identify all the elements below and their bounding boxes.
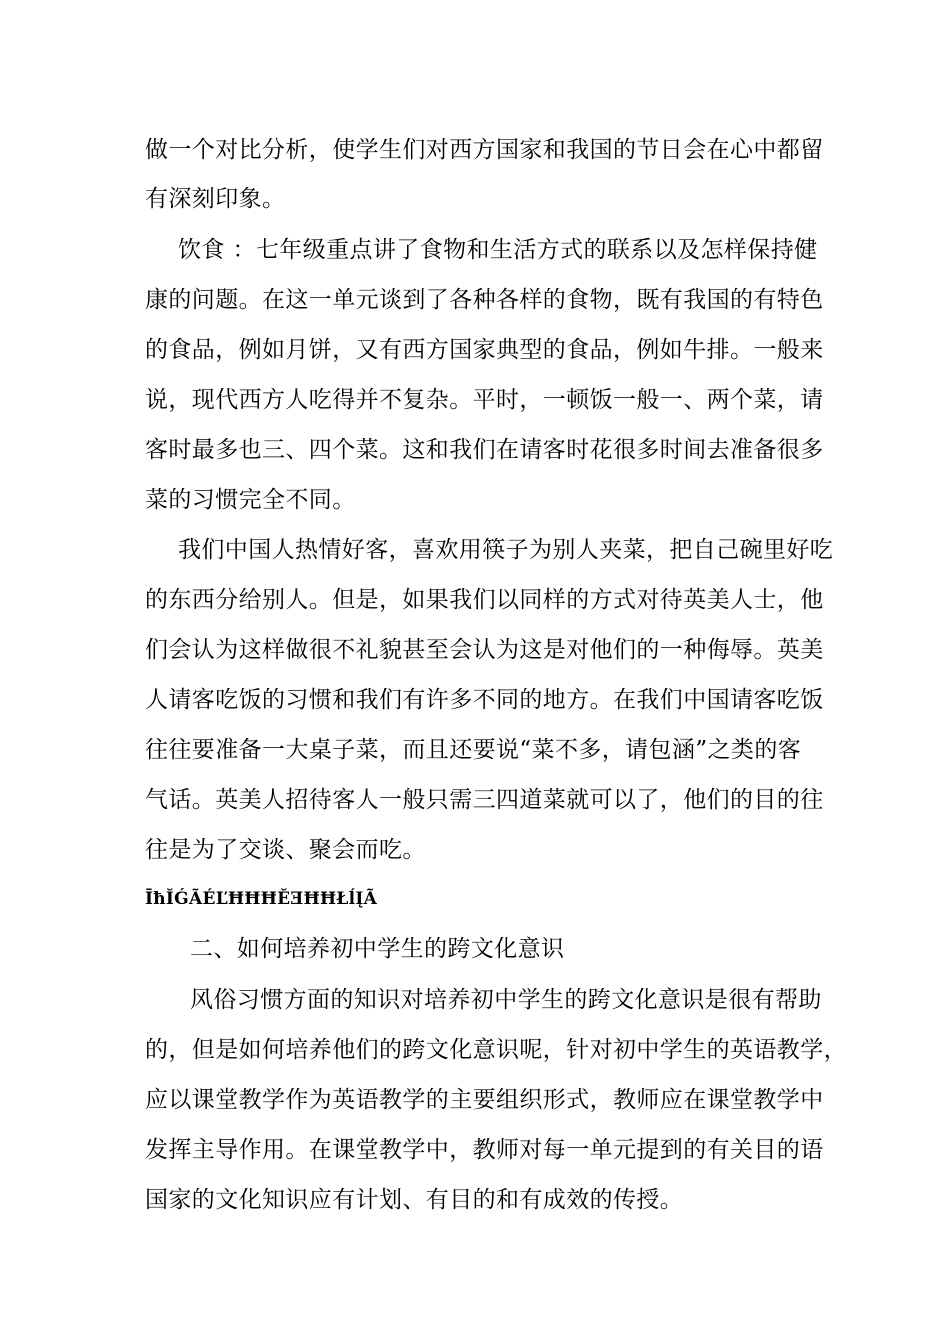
paragraph-line: 做一个对比分析，使学生们对西方国家和我国的节日会在心中都留 (145, 137, 824, 163)
paragraph-line: 往往要准备一大桌子菜，而且还要说“菜不多，请包涵”之类的客 (145, 737, 802, 763)
paragraph-line: 的，但是如何培养他们的跨文化意识呢，针对初中学生的英语教学， (145, 1037, 847, 1063)
garbled-text-line: ĪħĬǴÃÉĽĦĦĦĔƎĦĦŁĺĮÃ (145, 889, 378, 909)
paragraph-line: 的东西分给别人。但是，如果我们以同样的方式对待英美人士，他 (145, 587, 824, 613)
paragraph-line: 人请客吃饭的习惯和我们有许多不同的地方。在我们中国请客吃饭 (145, 687, 824, 713)
paragraph-line: 国家的文化知识应有计划、有目的和有成效的传授。 (145, 1187, 684, 1213)
paragraph-line: 菜的习惯完全不同。 (145, 487, 356, 513)
section-heading: 二、如何培养初中学生的跨文化意识 (190, 936, 565, 962)
paragraph-line: 气话。英美人招待客人一般只需三四道菜就可以了，他们的目的往 (145, 787, 824, 813)
paragraph-line: 们会认为这样做很不礼貌甚至会认为这是对他们的一种侮辱。英美 (145, 637, 824, 663)
paragraph-line: 我们中国人热情好客，喜欢用筷子为别人夹菜，把自己碗里好吃 (178, 537, 834, 563)
paragraph-line: 往是为了交谈、聚会而吃。 (145, 837, 426, 863)
paragraph-line: 应以课堂教学作为英语教学的主要组织形式，教师应在课堂教学中 (145, 1087, 824, 1113)
paragraph-line: 说，现代西方人吃得并不复杂。平时，一顿饭一般一、两个菜，请 (145, 387, 824, 413)
paragraph-line: 的食品，例如月饼，又有西方国家典型的食品，例如牛排。一般来 (145, 337, 824, 363)
paragraph-line: 发挥主导作用。在课堂教学中，教师对每一单元提到的有关目的语 (145, 1137, 824, 1163)
paragraph-line: 客时最多也三、四个菜。这和我们在请客时花很多时间去准备很多 (145, 437, 824, 463)
paragraph-line: 风俗习惯方面的知识对培养初中学生的跨文化意识是很有帮助 (190, 987, 822, 1013)
paragraph-line: 有深刻印象。 (145, 186, 286, 212)
paragraph-line: 饮食 ：七年级重点讲了食物和生活方式的联系以及怎样保持健 (178, 237, 818, 263)
paragraph-line: 康的问题。在这一单元谈到了各种各样的食物，既有我国的有特色 (145, 287, 824, 313)
